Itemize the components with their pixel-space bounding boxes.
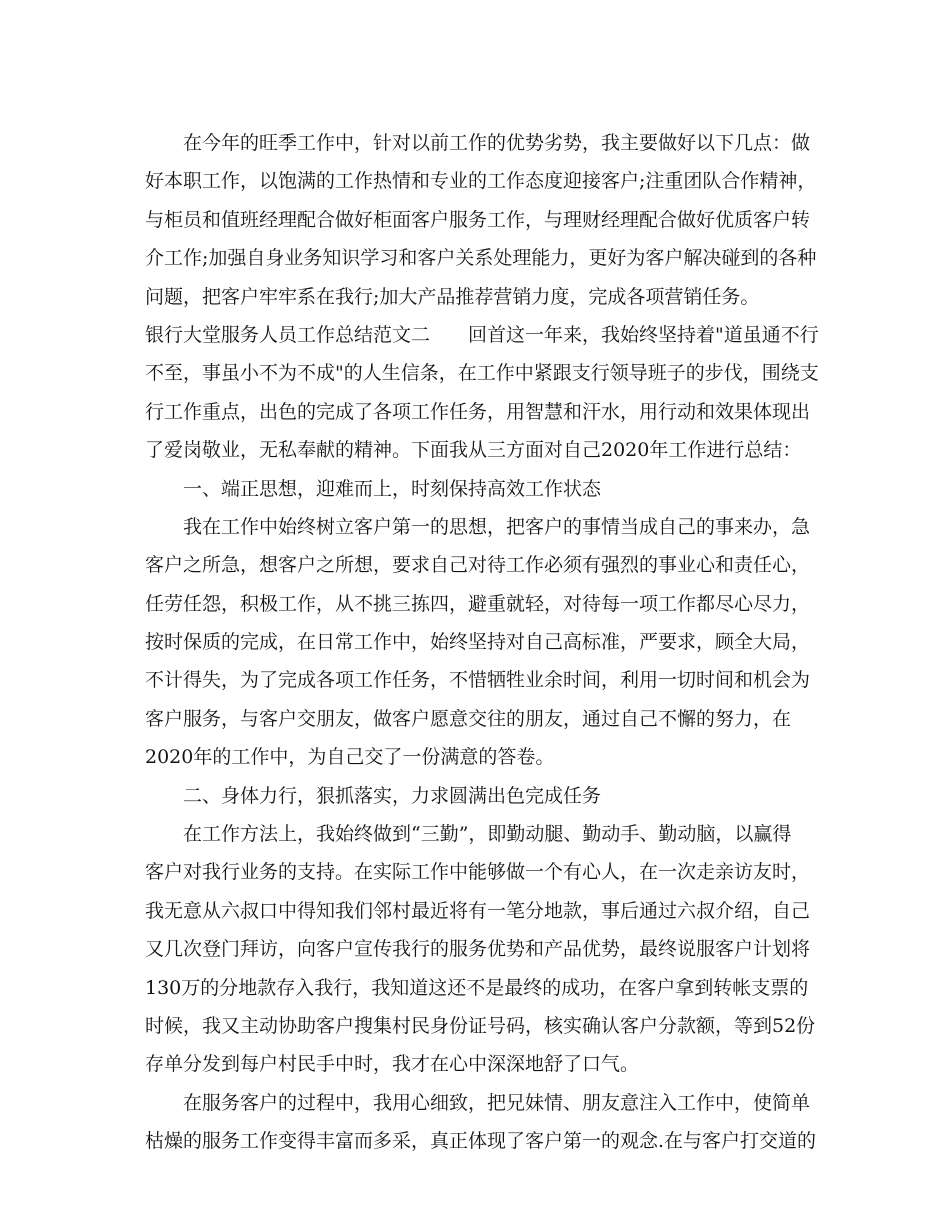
paragraph-line: 我无意从六叔口中得知我们邻村最近将有一笔分地款，事后通过六叔介绍，自己 — [145, 899, 811, 922]
paragraph-line: 好本职工作，以饱满的工作热情和专业的工作态度迎接客户;注重团队合作精神， — [145, 170, 817, 193]
paragraph-line: 与柜员和值班经理配合做好柜面客户服务工作，与理财经理配合做好优质客户转 — [145, 208, 811, 231]
paragraph-line: 又几次登门拜访，向客户宣传我行的服务优势和产品优势，最终说服客户计划将 — [145, 938, 811, 961]
paragraph-line: 时候，我又主动协助客户搜集村民身份证号码，核实确认客户分款额，等到52份 — [145, 1014, 816, 1037]
heading-line: 一、端正思想，迎难而上，时刻保持高效工作状态 — [145, 477, 602, 500]
paragraph-line: 不计得失，为了完成各项工作任务，不惜牺牲业余时间，利用一切时间和机会为 — [145, 669, 811, 692]
section-title-line: 银行大堂服务人员工作总结范文二 回首这一年来，我始终坚持着"道虽通不行 — [145, 323, 819, 346]
paragraph-line: 在今年的旺季工作中，针对以前工作的优势劣势，我主要做好以下几点：做 — [145, 132, 811, 154]
paragraph-line: 2020年的工作中，为自己交了一份满意的答卷。 — [145, 746, 555, 769]
paragraph-line: 我在工作中始终树立客户第一的思想，把客户的事情当成自己的事来办，急 — [145, 515, 811, 538]
document-body — [145, 124, 819, 1161]
paragraph-line: 了爱岗敬业，无私奉献的精神。下面我从三方面对自己2020年工作进行总结： — [145, 439, 802, 462]
paragraph-line: 在工作方法上，我始终做到“三勤”，即勤动腿、勤动手、勤动脑，以赢得 — [145, 823, 792, 846]
paragraph-line: 不至，事虽小不为不成"的人生信条，在工作中紧跟支行领导班子的步伐，围绕支 — [145, 362, 819, 385]
paragraph-line: 枯燥的服务工作变得丰富而多采，真正体现了客户第一的观念.在与客户打交道的 — [145, 1130, 817, 1153]
paragraph-line: 任劳任怨，积极工作，从不挑三拣四，避重就轻，对待每一项工作都尽心尽力， — [145, 592, 811, 615]
paragraph-line: 客户之所急，想客户之所想，要求自己对待工作必须有强烈的事业心和责任心， — [145, 554, 811, 577]
paragraph-line: 问题，把客户牢牢系在我行;加大产品推荐营销力度，完成各项营销任务。 — [145, 285, 760, 308]
heading-line: 二、身体力行，狠抓落实，力求圆满出色完成任务 — [145, 784, 602, 807]
paragraph-line: 存单分发到每户村民手中时，我才在心中深深地舒了口气。 — [145, 1053, 640, 1076]
paragraph-line: 客户对我行业务的支持。在实际工作中能够做一个有心人，在一次走亲访友时， — [145, 861, 811, 884]
paragraph-line: 130万的分地款存入我行，我知道这还不是最终的成功，在客户拿到转帐支票的 — [145, 976, 809, 999]
paragraph-line: 介工作;加强自身业务知识学习和客户关系处理能力，更好为客户解决碰到的各种 — [145, 247, 817, 270]
paragraph-line: 在服务客户的过程中，我用心细致，把兄妹情、朋友意注入工作中，使简单 — [145, 1091, 811, 1114]
paragraph-line: 行工作重点，出色的完成了各项工作任务，用智慧和汗水，用行动和效果体现出 — [145, 400, 811, 423]
paragraph-line: 按时保质的完成，在日常工作中，始终坚持对自己高标准，严要求，顾全大局， — [145, 631, 811, 654]
paragraph-line: 客户服务，与客户交朋友，做客户愿意交往的朋友，通过自己不懈的努力，在 — [145, 707, 792, 730]
